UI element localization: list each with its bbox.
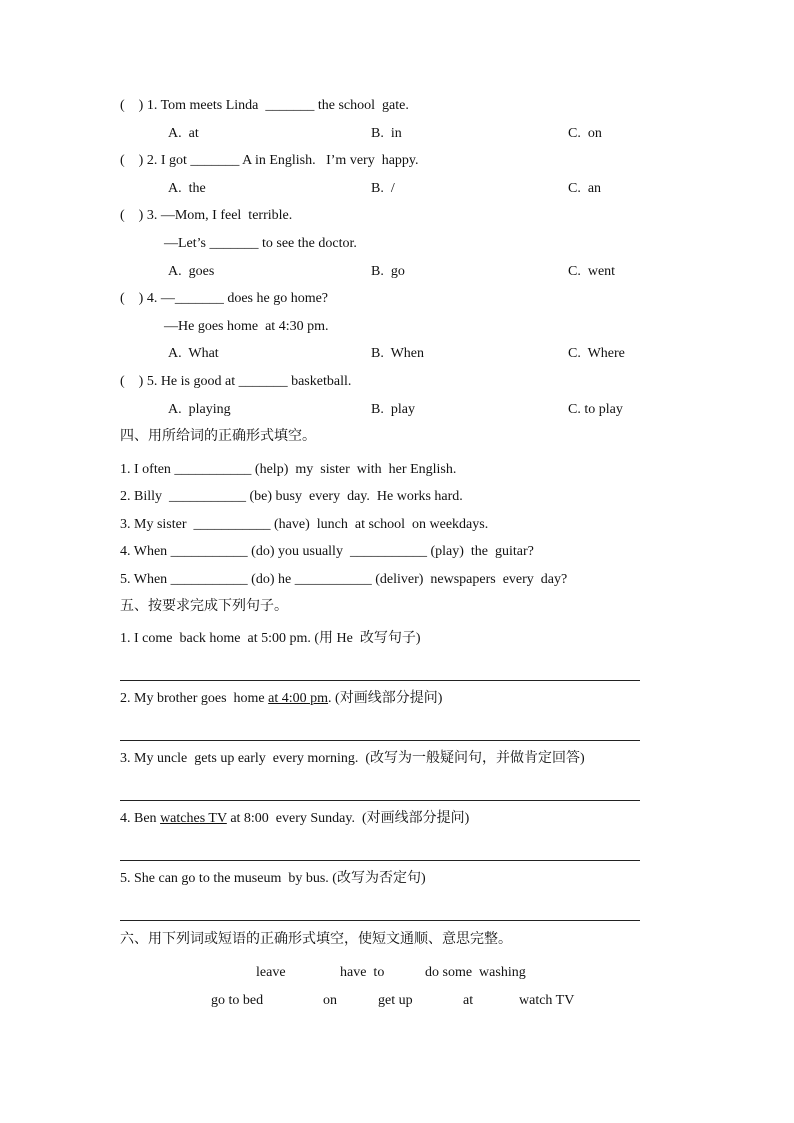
option-a: A. What — [168, 346, 219, 361]
answer-line-3[interactable] — [120, 800, 640, 801]
word-bank-item: on — [323, 993, 337, 1008]
fill-item-1: 1. I often ___________ (help) my sister with her English. — [120, 462, 457, 477]
rewrite-item-3 — [120, 750, 585, 768]
underlined-part: at 4:00 pm — [268, 691, 329, 706]
option-b: B. / — [371, 181, 395, 196]
rewrite-text: 5. She can go to the museum by bus. (改写为否定句) — [120, 871, 426, 886]
option-c: C. an — [568, 181, 602, 196]
rewrite-text: 2. My brother goes home — [120, 691, 269, 706]
rewrite-item-4 — [120, 810, 469, 828]
option-a: A. at — [168, 126, 199, 141]
fill-item-3: 3. My sister ___________ (have) lunch at school on weekdays. — [120, 517, 489, 532]
question-1-stem: ( ) 1. Tom meets Linda _______ the school gate. — [120, 98, 409, 113]
option-c: C. Where — [568, 346, 625, 361]
rewrite-instruction: . (对画线部分提问) — [328, 691, 443, 706]
rewrite-item-1 — [120, 630, 421, 648]
fill-item-4: 4. When ___________ (do) you usually ___________ (play) the guitar? — [120, 544, 534, 559]
answer-line-4[interactable] — [120, 860, 640, 861]
rewrite-text: 4. Ben — [120, 811, 161, 826]
option-a: A. the — [168, 181, 206, 196]
question-4-line2: —He goes home at 4:30 pm. — [164, 319, 329, 334]
rewrite-item-5 — [120, 870, 426, 888]
answer-line-1[interactable] — [120, 680, 640, 681]
word-bank-item: leave — [256, 965, 286, 980]
word-bank-item: have to — [340, 965, 385, 980]
fill-item-5: 5. When ___________ (do) he ___________ (deliver) newspapers every day? — [120, 572, 568, 587]
word-bank-item: watch TV — [519, 993, 575, 1008]
section-5-title: 五、按要求完成下列句子。 — [120, 599, 288, 614]
underlined-part: watches TV — [160, 811, 227, 826]
option-a: A. goes — [168, 264, 215, 279]
question-5-stem: ( ) 5. He is good at _______ basketball. — [120, 374, 352, 389]
option-b: B. When — [371, 346, 425, 361]
option-b: B. play — [371, 402, 415, 417]
question-3-stem: ( ) 3. —Mom, I feel terrible. — [120, 208, 293, 223]
answer-line-2[interactable] — [120, 740, 640, 741]
question-4-stem: ( ) 4. —_______ does he go home? — [120, 291, 329, 306]
answer-line-5[interactable] — [120, 920, 640, 921]
option-c: C. on — [568, 126, 602, 141]
rewrite-instruction: at 8:00 every Sunday. (对画线部分提问) — [226, 811, 470, 826]
word-bank-item: go to bed — [211, 993, 264, 1008]
option-c: C. to play — [568, 402, 623, 417]
option-a: A. playing — [168, 402, 231, 417]
word-bank-item: at — [463, 993, 474, 1008]
fill-item-2: 2. Billy ___________ (be) busy every day. He works hard. — [120, 489, 463, 504]
option-b: B. go — [371, 264, 405, 279]
question-2-stem: ( ) 2. I got _______ A in English. I’m very happy. — [120, 153, 419, 168]
section-6-title: 六、用下列词或短语的正确形式填空，使短文通顺、意思完整。 — [120, 932, 512, 947]
word-bank-item: get up — [378, 993, 413, 1008]
rewrite-item-2 — [120, 690, 442, 708]
option-b: B. in — [371, 126, 402, 141]
question-3-line2: —Let’s _______ to see the doctor. — [164, 236, 357, 251]
option-c: C. went — [568, 264, 616, 279]
section-4-title: 四、用所给词的正确形式填空。 — [120, 429, 316, 444]
rewrite-text: 3. My uncle gets up early every morning. (改写为一般疑问句，并做肯定回答) — [120, 751, 585, 766]
word-bank-item: do some washing — [425, 965, 526, 980]
rewrite-text: 1. I come back home at 5:00 pm. (用 He 改写句子) — [120, 631, 421, 646]
